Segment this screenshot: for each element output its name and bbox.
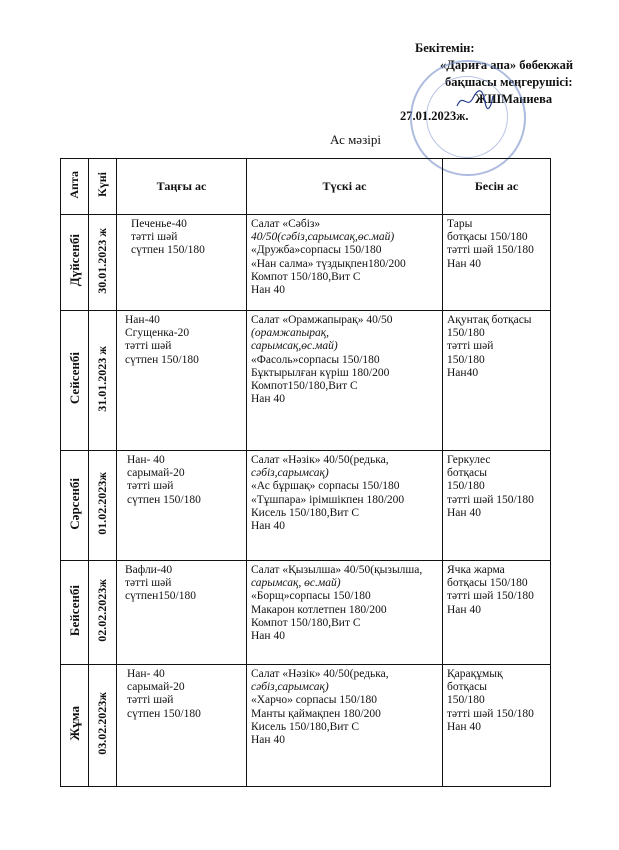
header-row xyxy=(61,159,551,215)
breakfast-cell: Нан- 40 сарымай-20 тәтті шәй сүтпен 150/180 xyxy=(117,451,247,561)
page-title: Ас мәзірі xyxy=(330,132,381,147)
table-row xyxy=(61,561,551,665)
approval-title: Бекітемін: xyxy=(415,41,475,55)
weekday-cell: Сәрсенбі xyxy=(61,451,89,561)
table-row xyxy=(61,215,551,311)
approval-date: 27.01.2023ж. xyxy=(400,109,469,123)
header-day: Күні xyxy=(89,159,117,215)
date-cell: 30.01.2023 ж xyxy=(89,215,117,311)
table-row xyxy=(61,451,551,561)
header-snack: Бесін ас xyxy=(443,159,551,215)
breakfast-cell: Нан- 40 сарымай-20 тәтті шәй сүтпен 150/180 xyxy=(117,665,247,787)
weekday-cell: Жұма xyxy=(61,665,89,787)
snack-cell: Геркулес ботқасы 150/180 тәтті шәй 150/180 Нан 40 xyxy=(443,451,551,561)
weekday-cell: Сейсенбі xyxy=(61,311,89,451)
snack-cell: Қарақұмық ботқасы 150/180 тәтті шәй 150/180 Нан 40 xyxy=(443,665,551,787)
menu-table xyxy=(60,158,551,787)
date-cell: 03.02.2023ж xyxy=(89,665,117,787)
weekday-cell: Дүйсенбі xyxy=(61,215,89,311)
breakfast-cell: Печенье-40 тәтті шәй сүтпен 150/180 xyxy=(117,215,247,311)
snack-cell: Ячка жарма ботқасы 150/180 тәтті шәй 150/180 Нан 40 xyxy=(443,561,551,665)
header-breakfast: Таңғы ас xyxy=(117,159,247,215)
table-row xyxy=(61,665,551,787)
approval-head-name: ЖШМаниева xyxy=(475,92,553,106)
table-row xyxy=(61,311,551,451)
signature xyxy=(455,88,495,112)
lunch-cell: Салат «Орамжапырақ» 40/50 (орамжапырақ, сарымсақ,өс.май) «Фасоль»сорпасы 150/180 Бұктырылған күріш 180/200 Компот150/180,Вит С Нан 40 xyxy=(247,311,443,451)
weekday-cell: Бейсенбі xyxy=(61,561,89,665)
date-cell: 01.02.2023ж xyxy=(89,451,117,561)
date-cell: 02.02.2023ж xyxy=(89,561,117,665)
header-lunch: Түскі ас xyxy=(247,159,443,215)
snack-cell: Тары ботқасы 150/180 тәтті шәй 150/180 Нан 40 xyxy=(443,215,551,311)
lunch-cell: Салат «Нәзік» 40/50(редька, сәбіз,сарымсақ) «Ас бұршақ» сорпасы 150/180 «Тұшпара» ірімшікпен 180/200 Кисель 150/180,Вит С Нан 40 xyxy=(247,451,443,561)
snack-cell: Ақунтақ ботқасы 150/180 тәтті шәй 150/180 Нан40 xyxy=(443,311,551,451)
lunch-cell: Салат «Қызылша» 40/50(қызылша, сарымсақ, өс.май) «Борщ»сорпасы 150/180 Макарон котлетпен 180/200 Компот 150/180,Вит С Нан 40 xyxy=(247,561,443,665)
header-week: Апта xyxy=(61,159,89,215)
approval-position: бақшасы меңгерушісі: xyxy=(445,75,573,89)
breakfast-cell: Вафли-40 тәтті шәй сүтпен150/180 xyxy=(117,561,247,665)
breakfast-cell: Нан-40 Сгущенка-20 тәтті шәй сүтпен 150/180 xyxy=(117,311,247,451)
lunch-cell: Салат «Сәбіз» 40/50(сәбіз,сарымсақ,өс.май) «Дружба»сорпасы 150/180 «Нан салма» түздықпен180/200 Компот 150/180,Вит С Нан 40 xyxy=(247,215,443,311)
approval-kindergarten: «Дариға апа» бөбекжай xyxy=(440,58,574,72)
date-cell: 31.01.2023 ж xyxy=(89,311,117,451)
lunch-cell: Салат «Нәзік» 40/50(редька, сәбіз,сарымсақ) «Харчо» сорпасы 150/180 Манты қаймақпен 180/200 Кисель 150/180,Вит С Нан 40 xyxy=(247,665,443,787)
